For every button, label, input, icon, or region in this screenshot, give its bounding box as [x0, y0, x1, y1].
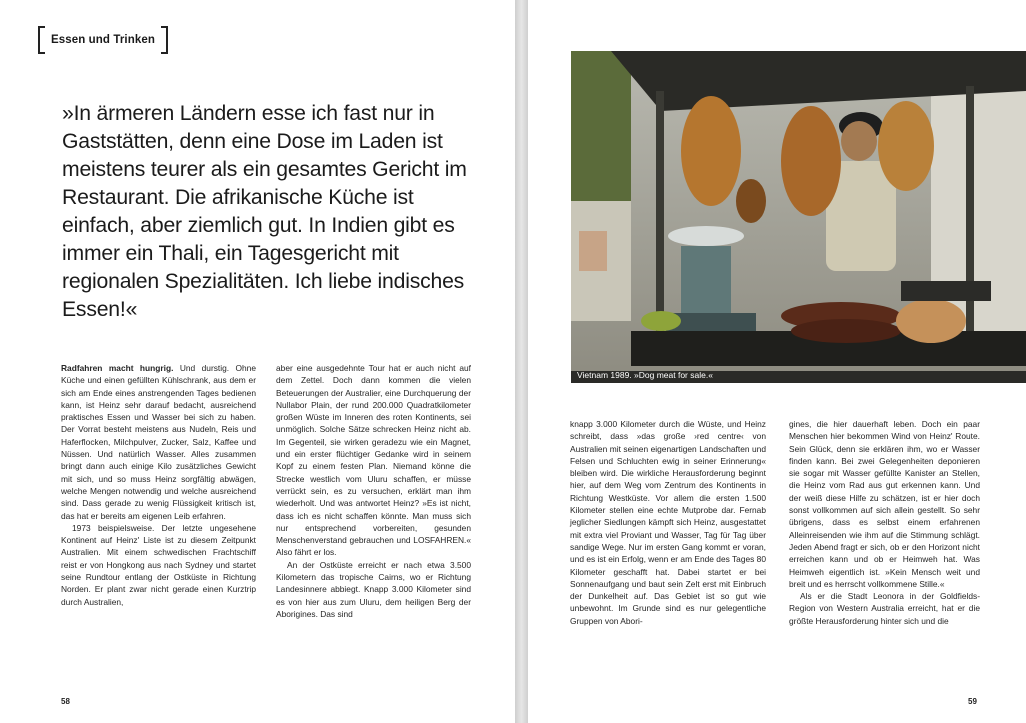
book-gutter: [515, 0, 528, 723]
text-column-3: [570, 418, 766, 627]
paragraph: knapp 3.000 Kilometer durch die Wüste, und Heinz schreibt, dass »das große ›red centre‹ von Australien mit seinen eigenartigen Landschaften und Felsen und Schluchten ewig in seiner Erinnerung« bleiben wird. Die wirkliche Herausforderung beginnt hier, auf dem Weg vom Zentrum des Kontinents in Richtung Westküste. Vor allem die ersten 1.500 Kilometer stellen eine echte Mutprobe dar. Fernab jeglicher Siedlungen kämpft sich Heinz, ausgestattet mit extra viel Proviant und Wasser, Tag für Tag über sandige Wege. Nur im ersten Gang kommt er voran, und es ist ein Erfolg, wenn er am Ende des Tages 80 Kilometer geschafft hat. Dabei startet er bei Sonnenaufgang und baut sein Zelt erst mit Einbruch der Dunkelheit auf. Das Gebiet ist so gut wie unbewohnt. Im Grunde sind es nur gelegentliche Gruppen von Abori-: [570, 419, 766, 626]
paragraph: gines, die hier dauerhaft leben. Doch ein paar Menschen hier bekommen Wind von Heinz' Route. Sein Glück, denn sie erklären ihm, wo er Wasser finden kann. Bei zwei Gelegenheiten deponieren sie sogar mit Wasser gefüllte Kanister an Stellen, die Heinz vom Rad aus gut erkennen kann. Und der weiß diese Hilfe zu schätzen, ist er hier doch sonst vollkommen auf sich allein gestellt. So sehr übrigens, dass es selbst einem erfahrenen Alleinreisenden wie ihm auf die Stimmung schlägt. Jeden Abend fragt er sich, ob er den Horizont nicht erreichen kann und ob er Heimweh hat. Was Heimweh eigentlich ist. »Kein Mensch weit und breit und es herrscht vollkommene Stille.«: [789, 419, 980, 589]
paragraph: 1973 beispielsweise. Der letzte ungesehene Kontinent auf Heinz' Liste ist zu diesem Zeitpunkt Australien. Mit einem schwedischen Frachtschiff reist er von Hongkong aus nach Sydney und startet seine Rundtour entlang der Ostküste in Richtung Norden. Er plant zwar nicht gerade einen Kurztrip durch Australien,: [61, 522, 256, 607]
left-bracket: [38, 26, 45, 54]
photo-caption: Vietnam 1989. »Dog meat for sale.«: [577, 370, 713, 380]
section-header: [38, 24, 168, 56]
right-bracket: [161, 26, 168, 54]
text-column-4: [789, 418, 980, 627]
market-photo: [571, 51, 1026, 383]
paragraph-text: Und durstig. Ohne Küche und einen gefüllten Kühlschrank, aus dem er sich am Ende eines anstrengenden Tages bedienen kann, ist Heinz sehr darauf bedacht, ausreichend praktisches Essen und Wasser bei sich zu haben. Der Vorrat besteht meistens aus Nudeln, Reis und Haferflocken, Milchpulver, Zucker, Salz, Kaffee und Nüssen. Und natürlich Wasser. Alles zusammen bringt dann auch einige Kilo zusätzliches Gewicht mit sich, und so muss Heinz sorgfältig abwägen, welche Mengen notwendig und welche ausreichend sind. Dass gerade zu wenig Flüssigkeit kritisch ist, das hat er bereits am eigenen Leib erfahren.: [61, 363, 256, 521]
paragraph: aber eine ausgedehnte Tour hat er auch nicht auf dem Zettel. Doch dann kommen die vielen Beteuerungen der Australier, eine Durchquerung der Nullabor Plain, der rund 200.000 Quadratkilometer großen Wüste im Inneren des roten Kontinents, sei unmöglich. Solche Sätze schrecken Heinz nicht ab. Im Gegenteil, sie wirken geradezu wie ein Magnet, und ein erster flüchtiger Gedanke wird in seinem Kopf zu einem festen Plan. Niemand könne die Strecke westlich vom Uluru schaffen, er müsse verrückt sein, es zu versuchen, erklärt man ihm wiederholt. Und was antwortet Heinz? »Es ist nicht, dass ich es nicht schaffen könnte. Man muss sich nur entsprechend vorbereiten, gesunden Menschenverstand gebrauchen und LOSFAHREN.« Also fährt er los.: [276, 363, 471, 558]
paragraph: [61, 362, 256, 522]
pull-quote: »In ärmeren Ländern esse ich fast nur in Gaststätten, denn eine Dose im Laden ist meistens teurer als ein gesamtes Gericht im Restaurant. Die afrikanische Küche ist einfach, aber ziemlich gut. In Indien gibt es immer ein Thali, ein Tagesgericht mit regionalen Spezialitäten. Ich liebe indisches Essen!«: [62, 102, 467, 321]
text-column-1: [61, 362, 256, 608]
page-number-right: 59: [968, 697, 977, 706]
section-label: Essen und Trinken: [51, 34, 155, 46]
paragraph: An der Ostküste erreicht er nach etwa 3.500 Kilometern das tropische Cairns, wo er Richtung Landesinnere abbiegt. Knapp 3.000 Kilometer sind es von hier aus zum Uluru, dem heiligen Berg der Aborigines. Das sind: [276, 559, 471, 619]
page-number-left: 58: [61, 697, 70, 706]
lead-in: Radfahren macht hungrig.: [61, 363, 174, 373]
text-column-2: [276, 362, 471, 620]
paragraph: Als er die Stadt Leonora in der Goldfields-Region von Western Australia erreicht, hat er die größte Herausforderung hinter sich und die: [789, 591, 980, 626]
